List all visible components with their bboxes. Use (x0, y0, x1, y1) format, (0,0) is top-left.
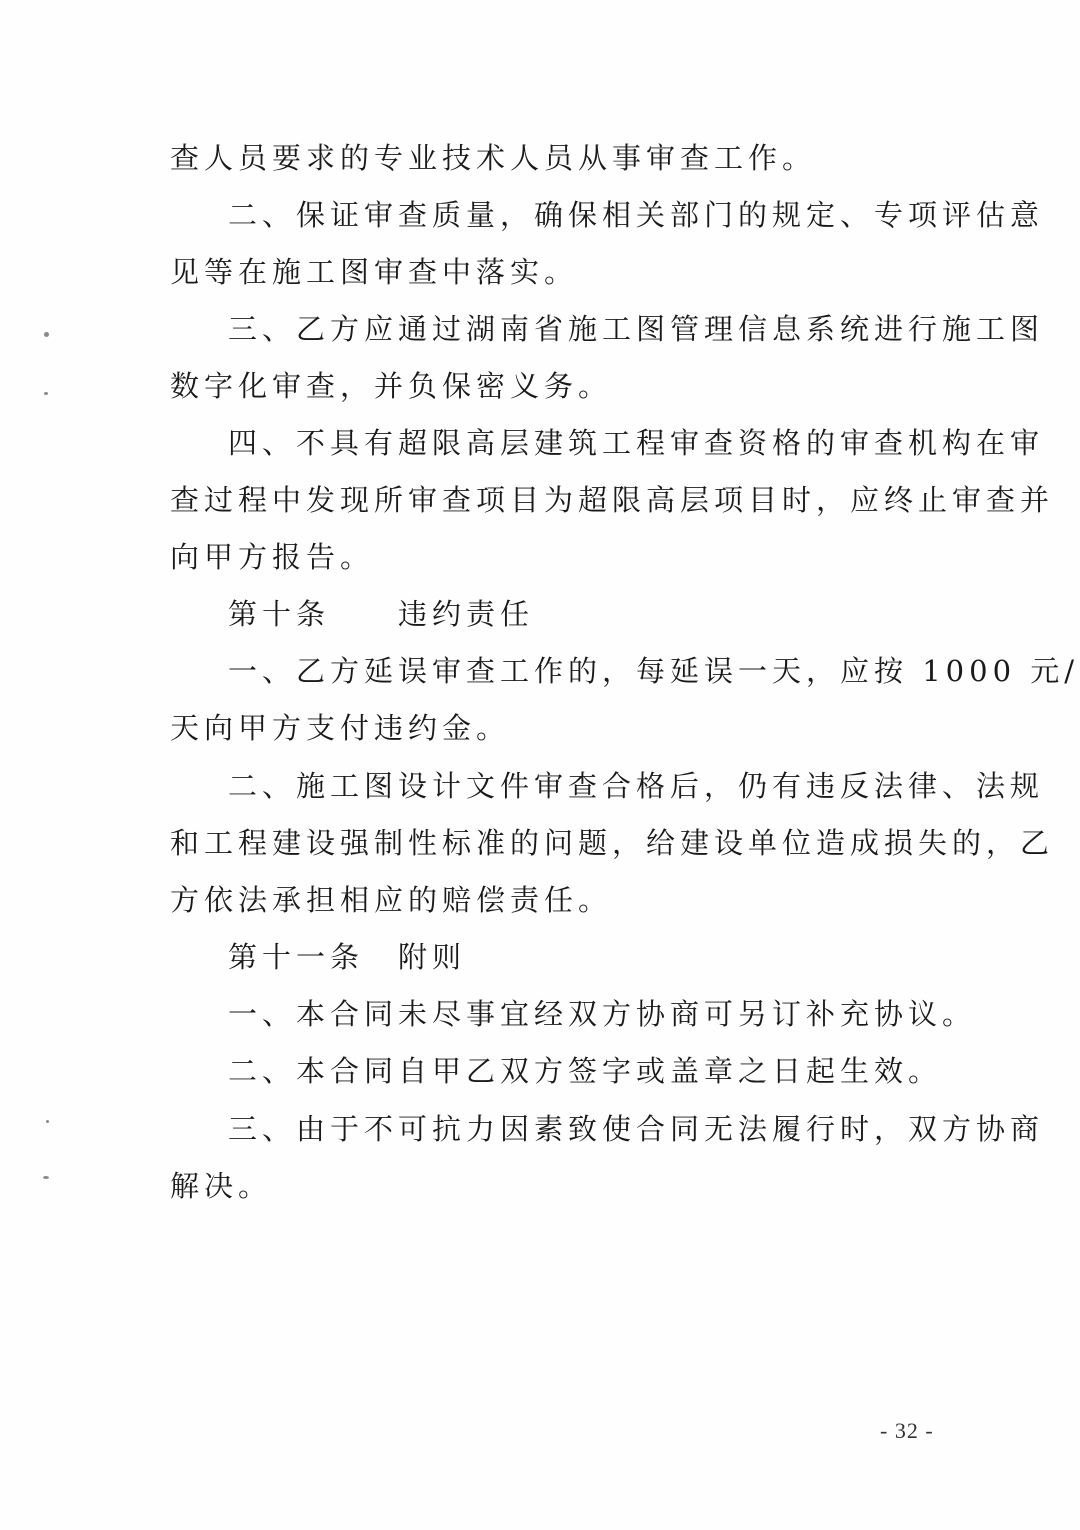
body-line: 解决。 (170, 1169, 273, 1203)
body-line: 一、本合同未尽事宜经双方协商可另订补充协议。 (228, 997, 977, 1031)
body-line: 向甲方报告。 (170, 540, 375, 574)
section-heading: 第十条 违约责任 (228, 597, 535, 631)
scan-speck (44, 392, 48, 395)
body-line: 方依法承担相应的赔偿责任。 (170, 883, 613, 917)
body-line: 二、施工图设计文件审查合格后，仍有违反法律、法规 (228, 769, 1045, 803)
scan-speck (43, 1176, 49, 1179)
section-heading: 第十一条 附则 (228, 940, 467, 974)
body-line: 三、由于不可抗力因素致使合同无法履行时，双方协商 (228, 1112, 1045, 1146)
body-line: 天向甲方支付违约金。 (170, 711, 511, 745)
body-line: 一、乙方延误审查工作的，每延误一天，应按 1000 元/ (228, 654, 1080, 688)
scan-speck (44, 332, 49, 337)
body-line: 见等在施工图审查中落实。 (170, 255, 579, 289)
body-line: 二、本合同自甲乙双方签字或盖章之日起生效。 (228, 1054, 943, 1088)
body-line: 数字化审查，并负保密义务。 (170, 369, 613, 403)
body-line: 查人员要求的专业技术人员从事审查工作。 (170, 141, 817, 175)
body-line: 三、乙方应通过湖南省施工图管理信息系统进行施工图 (228, 312, 1045, 346)
body-line: 查过程中发现所审查项目为超限高层项目时，应终止审查并 (170, 483, 1055, 517)
body-line: 二、保证审查质量，确保相关部门的规定、专项评估意 (228, 198, 1045, 232)
body-line: 四、不具有超限高层建筑工程审查资格的审查机构在审 (228, 426, 1045, 460)
page-number: - 32 - (880, 1418, 934, 1443)
scan-speck (46, 1120, 49, 1123)
body-line: 和工程建设强制性标准的问题，给建设单位造成损失的，乙 (170, 826, 1055, 860)
